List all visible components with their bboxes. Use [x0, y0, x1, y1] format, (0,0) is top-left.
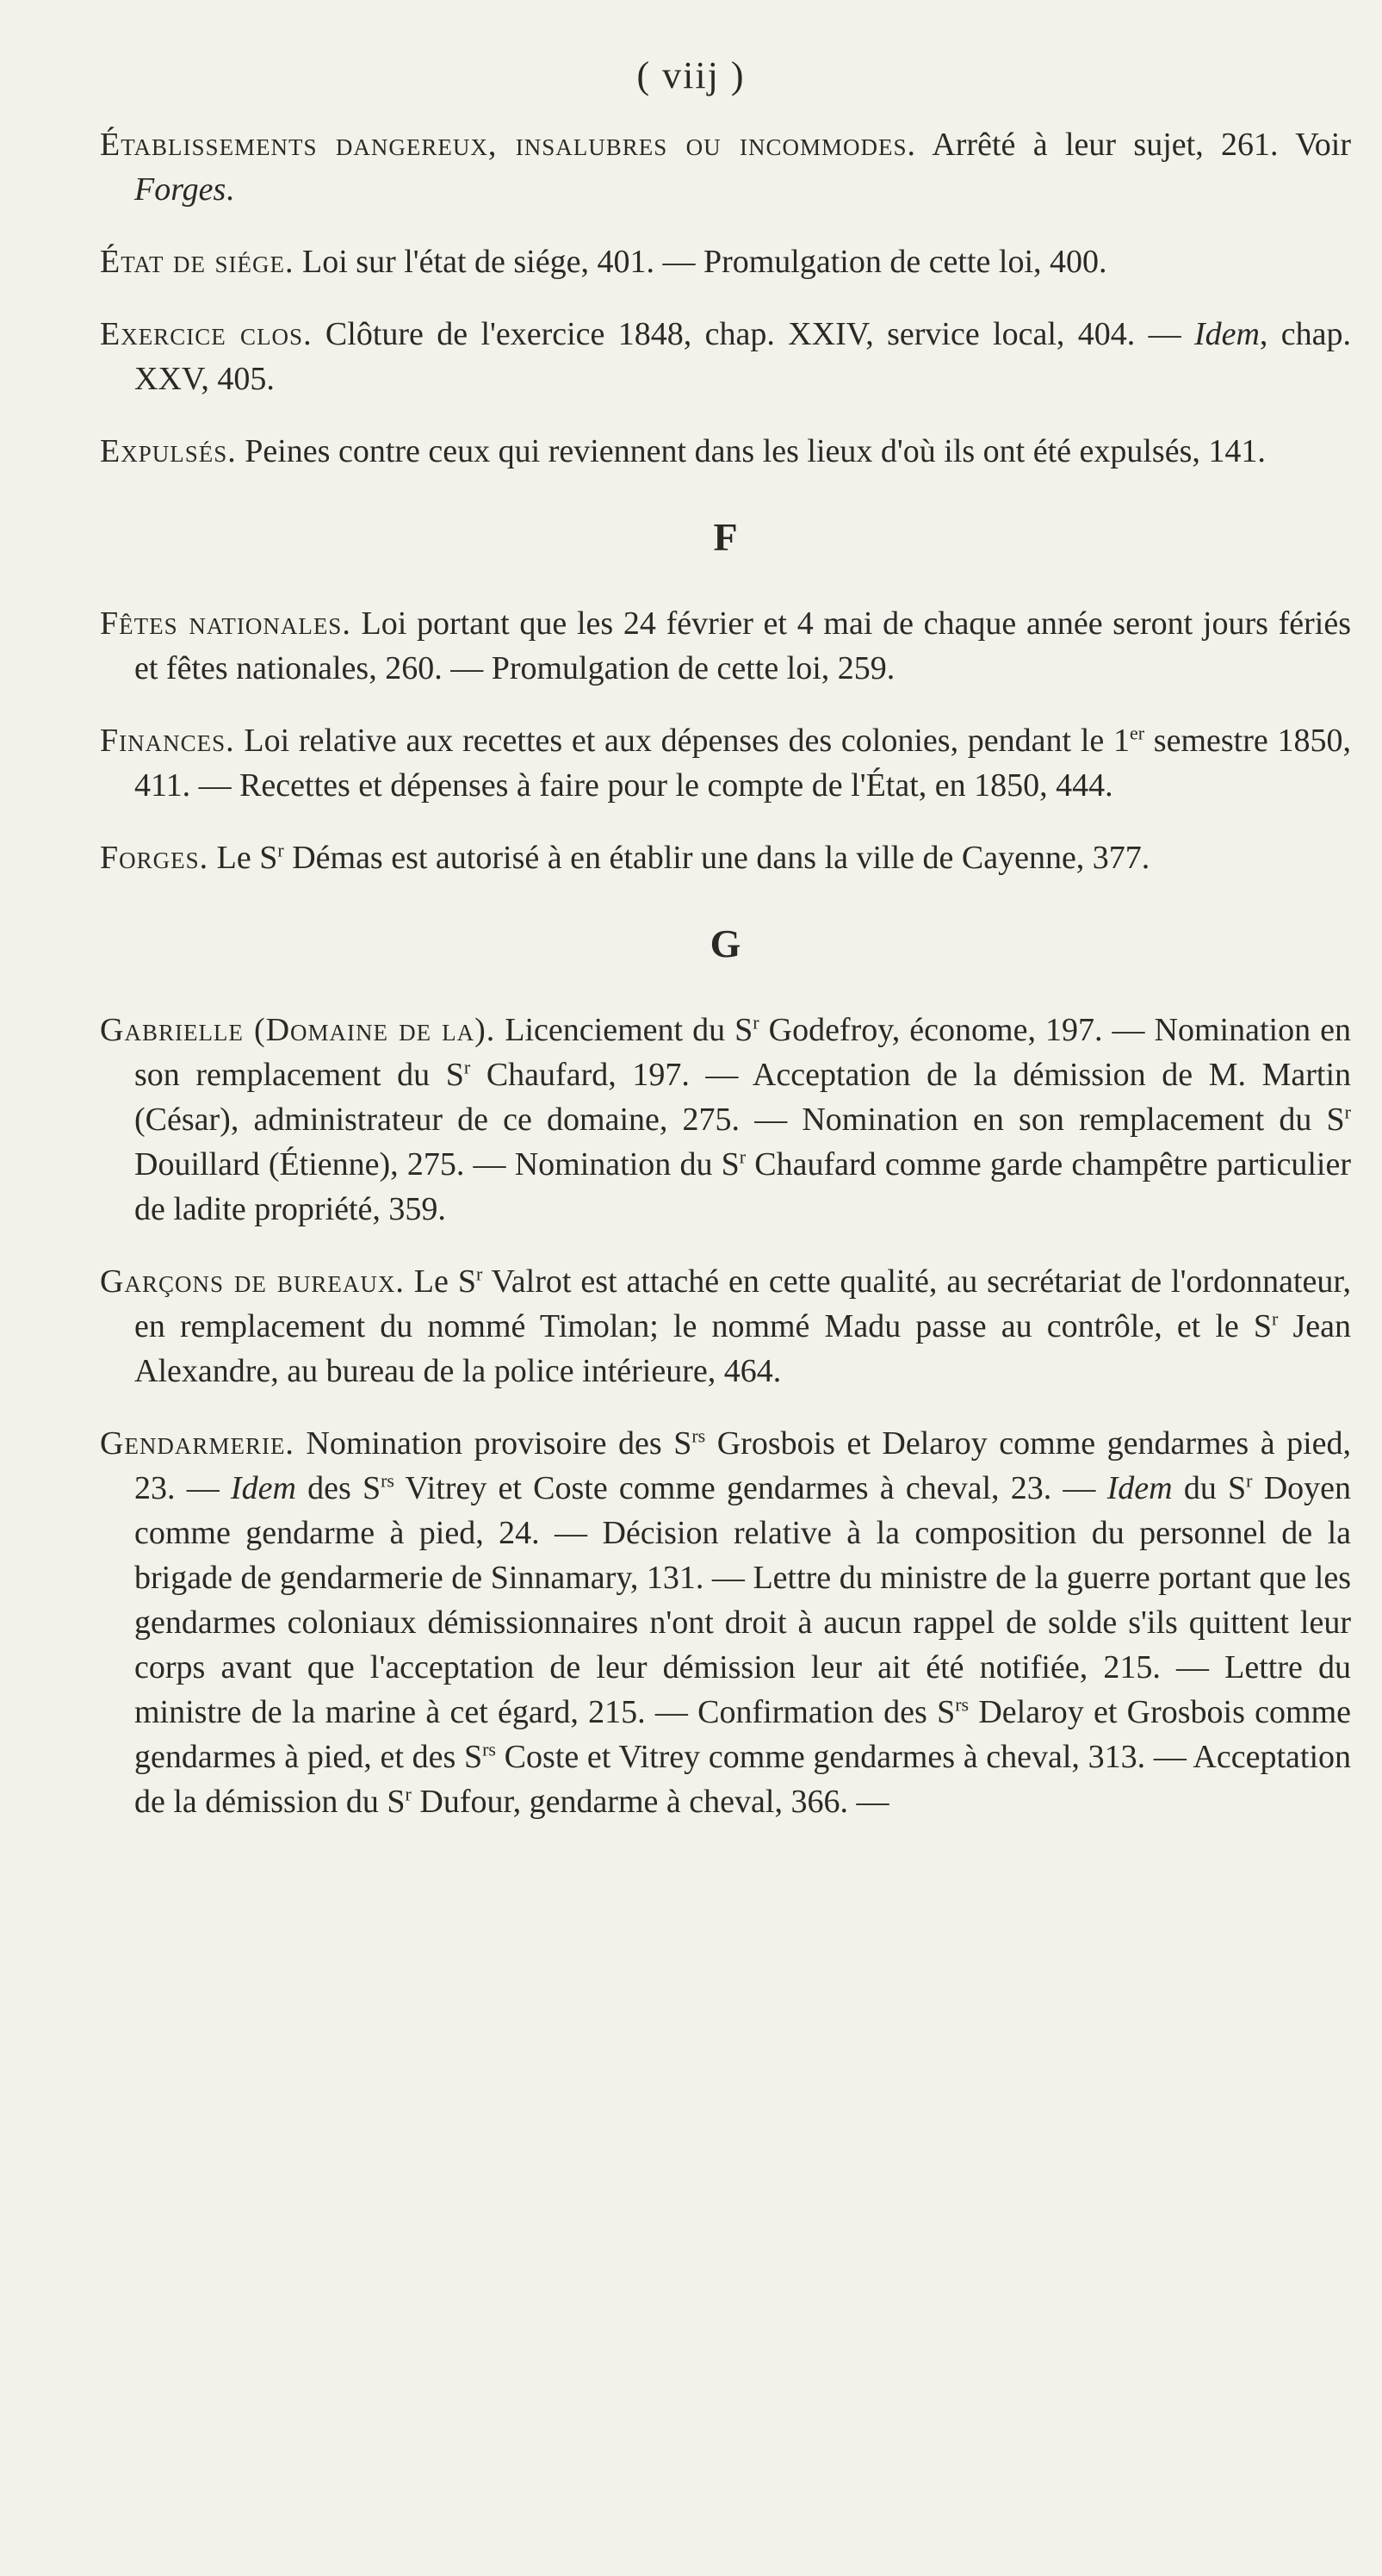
entry-text: Jean Alexandre, au bureau de la police intérieure, 464. — [134, 1308, 1351, 1389]
italic-text: Idem — [230, 1470, 296, 1506]
index-entry — [100, 601, 1351, 691]
index-entry — [100, 718, 1351, 808]
entry-text: Démas est autorisé à en établir une dans la ville de Cayenne, 377. — [283, 840, 1150, 876]
entry-heading: Finances. — [100, 723, 235, 759]
entry-text: Nomination provisoire des S — [294, 1425, 692, 1462]
entry-text: Grosbois et Delaroy comme gendarmes à pied, 23. — — [134, 1425, 1352, 1506]
entry-heading: Gabrielle (Domaine de la). — [100, 1012, 496, 1048]
entry-text: Loi sur l'état de siége, 401. — Promulgation de cette loi, 400. — [294, 244, 1107, 280]
entry-text: Licenciement du S — [495, 1012, 753, 1048]
entry-text: Chaufard comme garde champêtre particulier de ladite propriété, 359. — [134, 1146, 1351, 1227]
entry-text: Doyen comme gendarme à pied, 24. — Décision relative à la composition du personnel de la brigade de gendarmerie de Sinnamary, 131. — Lettre du ministre de la guerre portant que les gendarmes coloniaux démissionnaires n'ont droit à aucun rappel de solde s'ils quittent leur corps avant que l'acceptation de leur démission leur ait été notifiée, 215. — Lettre du ministre de la marine à cet égard, 215. — Confirmation des S — [134, 1470, 1352, 1730]
section-letter-g: G — [710, 922, 741, 965]
index-entry — [100, 1421, 1351, 1824]
index-entry — [100, 429, 1351, 474]
entry-heading: État de siége. — [100, 244, 294, 280]
entry-text: Vitrey et Coste comme gendarmes à cheval, 23. — — [394, 1470, 1107, 1506]
entry-text: Dufour, gendarme à cheval, 366. — — [411, 1784, 889, 1820]
superscript: er — [1129, 722, 1145, 744]
entry-heading: Gendarmerie. — [100, 1425, 294, 1462]
entry-text: des S — [295, 1470, 381, 1506]
entry-text: semestre 1850, 411. — Recettes et dépenses à faire pour le compte de l'État, en 1850, 444. — [134, 723, 1351, 804]
entry-text: , chap. XXV, 405. — [134, 316, 1352, 397]
entry-heading: Garçons de bureaux. — [100, 1263, 405, 1300]
entry-heading: Forges. — [100, 840, 209, 876]
superscript: r — [475, 1263, 483, 1285]
superscript: r — [1344, 1101, 1351, 1123]
entry-heading: Exercice clos. — [100, 316, 313, 352]
superscript: r — [1272, 1307, 1279, 1330]
index-entry — [100, 1008, 1351, 1232]
superscript: rs — [381, 1469, 394, 1492]
superscript: r — [463, 1056, 471, 1078]
index-entry — [100, 835, 1351, 880]
entry-text: . — [226, 171, 234, 208]
entry-text: Le S — [208, 840, 278, 876]
entry-text: Clôture de l'exercice 1848, chap. XXIV, service local, 404. — — [312, 316, 1194, 352]
superscript: r — [1246, 1469, 1253, 1492]
italic-text: Idem — [1106, 1470, 1173, 1506]
entry-text: Delaroy et Grosbois comme gendarmes à pied, et des S — [134, 1694, 1351, 1775]
section-letter-f: F — [713, 515, 738, 559]
superscript: rs — [482, 1738, 496, 1760]
index-entry — [100, 1259, 1351, 1394]
page-number: ( viij ) — [636, 54, 746, 96]
entry-text: du S — [1172, 1470, 1247, 1506]
entry-text: Godefroy, économe, 197. — Nomination en son remplacement du S — [134, 1012, 1351, 1093]
index-entry — [100, 239, 1351, 284]
entry-heading: Expulsés. — [100, 433, 237, 469]
superscript: r — [405, 1783, 412, 1805]
index-entry — [100, 122, 1351, 212]
entry-text: Arrêté à leur sujet, 261. Voir — [916, 127, 1351, 163]
entry-text: Le S — [404, 1263, 476, 1300]
superscript: r — [277, 839, 284, 861]
entry-text: Douillard (Étienne), 275. — Nomination du S — [134, 1146, 740, 1182]
italic-text: Idem — [1193, 316, 1260, 352]
index-entry — [100, 312, 1351, 401]
entry-text: Loi relative aux recettes et aux dépenses des colonies, pendant le 1 — [234, 723, 1130, 759]
entry-text: Chaufard, 197. — Acceptation de la démission de M. Martin (César), administrateur de ce domaine, 275. — Nomination en son remplacement du S — [134, 1057, 1352, 1138]
superscript: rs — [955, 1693, 970, 1716]
entry-heading: Fêtes nationales. — [100, 605, 351, 642]
entry-text: Valrot est attaché en cette qualité, au secrétariat de l'ordonnateur, en remplacement du nommé Timolan; le nommé Madu passe au contrôle, et le S — [134, 1263, 1351, 1344]
entry-text: Coste et Vitrey comme gendarmes à cheval, 313. — Acceptation de la démission du S — [134, 1739, 1351, 1820]
entry-text: Peines contre ceux qui reviennent dans les lieux d'où ils ont été expulsés, 141. — [236, 433, 1266, 469]
superscript: r — [753, 1011, 759, 1034]
superscript: r — [739, 1145, 747, 1168]
superscript: rs — [691, 1425, 706, 1447]
index-entries — [100, 122, 1351, 1852]
entry-text: Loi portant que les 24 février et 4 mai de chaque année seront jours fériés et fêtes nationales, 260. — Promulgation de cette loi, 259. — [134, 605, 1351, 686]
italic-text: Forges — [134, 171, 226, 208]
entry-heading: Établissements dangereux, insalubres ou incommodes. — [100, 127, 917, 163]
